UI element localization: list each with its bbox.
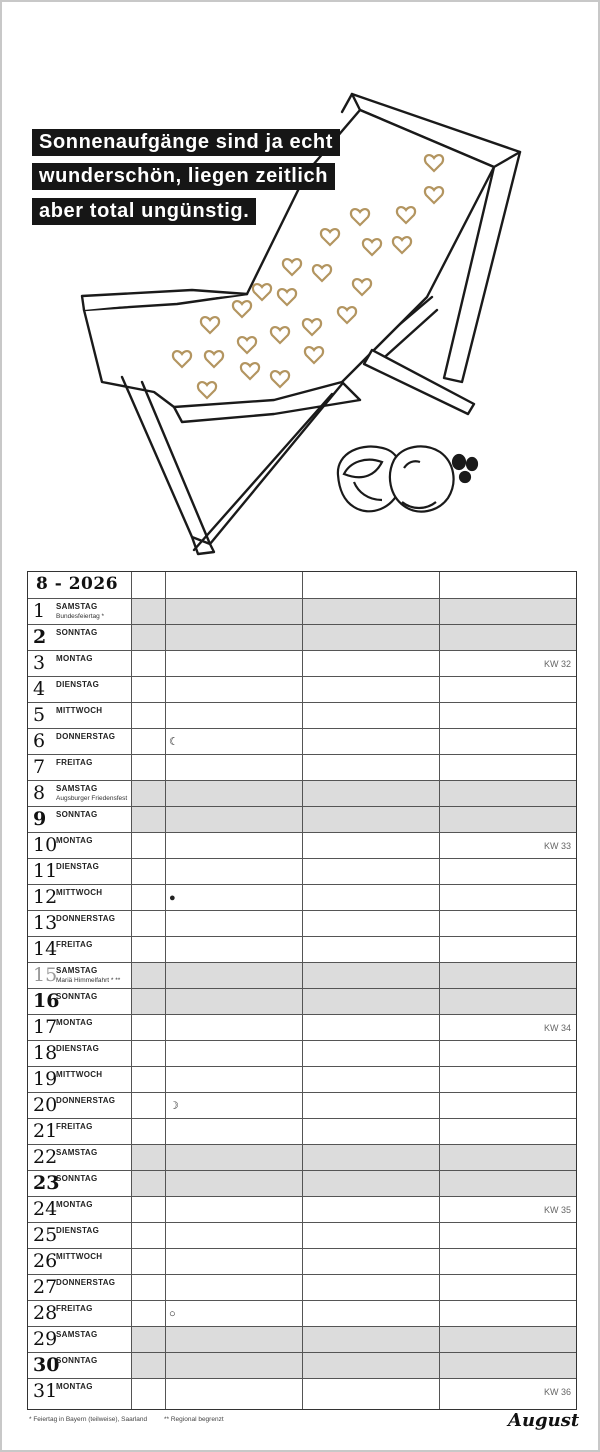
coconut-icon (338, 446, 477, 511)
day-name: MONTAG (56, 1018, 93, 1027)
day-number: 17 (33, 1016, 58, 1038)
day-name: MONTAG (56, 836, 93, 845)
day-name: FREITAG (56, 758, 93, 767)
day-number: 27 (33, 1276, 58, 1298)
day-name: MITTWOCH (56, 1070, 103, 1079)
weekend-shade (131, 625, 576, 650)
day-name: SONNTAG (56, 1356, 98, 1365)
day-name: MONTAG (56, 1200, 93, 1209)
day-name: DONNERSTAG (56, 1278, 116, 1287)
day-number: 24 (33, 1198, 58, 1220)
day-name: DONNERSTAG (56, 914, 116, 923)
day-number: 22 (33, 1146, 58, 1168)
day-name: DIENSTAG (56, 680, 100, 689)
month-year-header: 8 - 2026 (36, 574, 119, 594)
day-number: 1 (33, 600, 46, 622)
calendar-week: KW 33 (543, 841, 571, 851)
weekend-shade (131, 963, 576, 988)
day-number: 6 (33, 730, 46, 752)
month-label: August (508, 1410, 580, 1431)
day-number: 9 (33, 808, 47, 830)
day-name: SONNTAG (56, 992, 98, 1001)
day-name: MITTWOCH (56, 1252, 103, 1261)
day-number: 30 (33, 1354, 60, 1376)
day-number: 20 (33, 1094, 58, 1116)
day-name: DIENSTAG (56, 1044, 100, 1053)
day-number: 23 (33, 1172, 60, 1194)
holiday-note: Augsburger Friedensfest (56, 795, 128, 802)
holiday-note: Mariä Himmelfahrt * ** (56, 977, 121, 984)
calendar-week: KW 36 (543, 1387, 571, 1397)
weekend-shade (131, 1171, 576, 1196)
weekend-shade (131, 807, 576, 832)
day-number: 13 (33, 912, 58, 934)
day-name: FREITAG (56, 940, 93, 949)
moon-phase-icon: ○ (169, 1308, 176, 1320)
day-name: SAMSTAG (56, 966, 98, 975)
calendar-grid (27, 571, 577, 1410)
quote-line-2: wunderschön, liegen zeitlich (32, 163, 335, 190)
day-number: 19 (33, 1068, 58, 1090)
day-number: 3 (33, 652, 46, 674)
day-number: 11 (33, 860, 58, 882)
day-name: DONNERSTAG (56, 1096, 116, 1105)
day-name: MONTAG (56, 654, 93, 663)
day-name: FREITAG (56, 1304, 93, 1313)
day-number: 16 (33, 990, 60, 1012)
moon-phase-icon: ☾ (169, 736, 179, 748)
day-name: SAMSTAG (56, 1148, 98, 1157)
footnote-regional: ** Regional begrenzt (164, 1416, 224, 1423)
day-number: 26 (33, 1250, 58, 1272)
day-name: SONNTAG (56, 1174, 98, 1183)
day-name: SONNTAG (56, 810, 98, 819)
day-number: 4 (33, 678, 46, 700)
column-divider (302, 572, 303, 1409)
weekend-shade (131, 599, 576, 624)
day-name: DIENSTAG (56, 862, 100, 871)
day-name: DONNERSTAG (56, 732, 116, 741)
quote-line-1: Sonnenaufgänge sind ja echt (32, 129, 340, 156)
column-divider (165, 572, 166, 1409)
day-number: 12 (33, 886, 58, 908)
day-name: MONTAG (56, 1382, 93, 1391)
day-name: SAMSTAG (56, 784, 98, 793)
day-number: 31 (33, 1380, 58, 1402)
day-name: MITTWOCH (56, 888, 103, 897)
day-number: 8 (33, 782, 46, 804)
holiday-note: Bundesfeiertag * (56, 613, 105, 620)
day-number: 18 (33, 1042, 58, 1064)
weekend-shade (131, 1327, 576, 1352)
calendar-week: KW 35 (543, 1205, 571, 1215)
day-number: 25 (33, 1224, 58, 1246)
moon-phase-icon: ● (169, 892, 176, 904)
column-divider (439, 572, 440, 1409)
day-number: 2 (33, 626, 47, 648)
day-name: MITTWOCH (56, 706, 103, 715)
weekend-shade (131, 1145, 576, 1170)
day-number: 14 (33, 938, 58, 960)
day-name: SAMSTAG (56, 1330, 98, 1339)
moon-phase-icon: ☽ (169, 1100, 179, 1112)
day-number: 7 (33, 756, 46, 778)
calendar-week: KW 34 (543, 1023, 571, 1033)
calendar-week: KW 32 (543, 659, 571, 669)
day-name: FREITAG (56, 1122, 93, 1131)
footnote-holiday: * Feiertag in Bayern (teilweise), Saarland (29, 1416, 148, 1423)
day-name: SONNTAG (56, 628, 98, 637)
column-divider (131, 572, 132, 1409)
day-number: 15 (33, 964, 58, 986)
day-number: 5 (33, 704, 46, 726)
weekend-shade (131, 1353, 576, 1378)
day-number: 28 (33, 1302, 58, 1324)
weekend-shade (131, 989, 576, 1014)
day-number: 29 (33, 1328, 58, 1350)
day-number: 21 (33, 1120, 58, 1142)
day-name: DIENSTAG (56, 1226, 100, 1235)
day-name: SAMSTAG (56, 602, 98, 611)
quote-line-3: aber total ungünstig. (32, 198, 256, 225)
day-number: 10 (33, 834, 58, 856)
weekend-shade (131, 781, 576, 806)
